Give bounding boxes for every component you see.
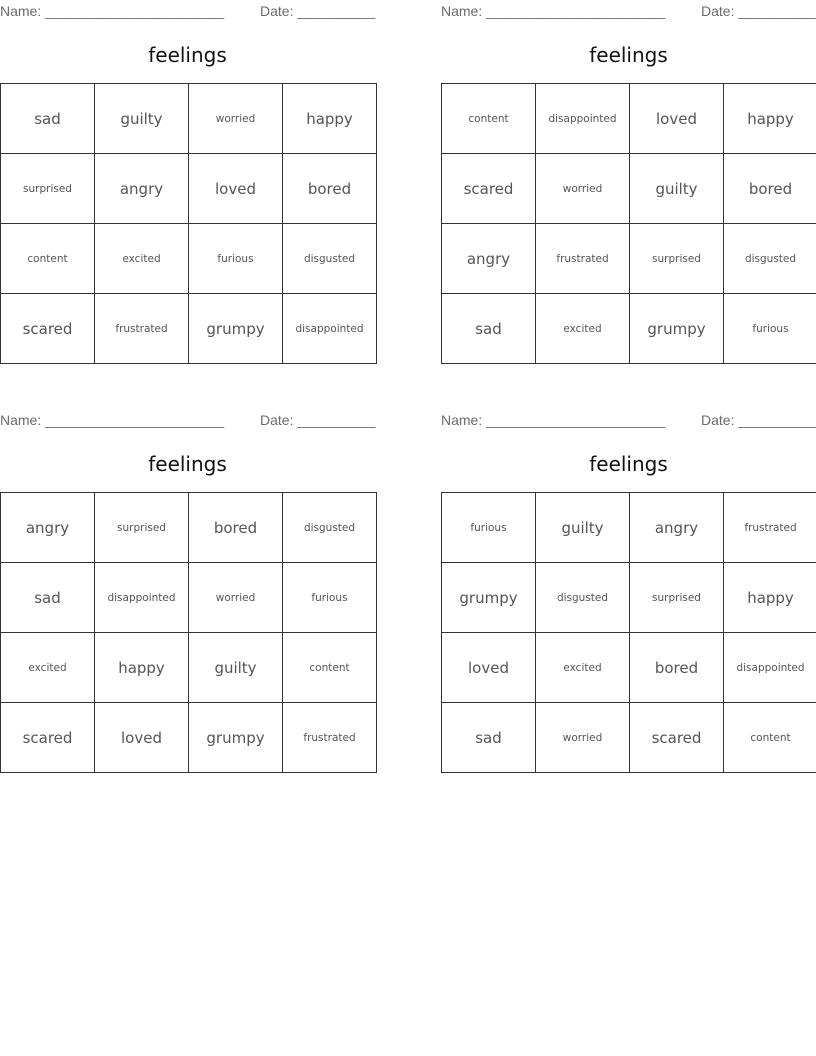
- grid-cell: bored: [630, 633, 724, 703]
- grid-cell: happy: [283, 84, 377, 154]
- grid-cell: disgusted: [724, 224, 816, 294]
- grid-cell: guilty: [536, 493, 630, 563]
- grid-cell: surprised: [630, 224, 724, 294]
- grid-cell: furious: [283, 563, 377, 633]
- grid-cell: grumpy: [442, 563, 536, 633]
- grid-cell: scared: [1, 703, 95, 773]
- bingo-grid: [0, 83, 377, 364]
- grid-row: [442, 563, 816, 633]
- grid-cell: angry: [442, 224, 536, 294]
- name-field-label: Name: _______________________: [0, 412, 225, 428]
- grid-cell: furious: [724, 294, 816, 364]
- bingo-grid: [441, 492, 816, 773]
- grid-row: [442, 493, 816, 563]
- grid-cell: frustrated: [536, 224, 630, 294]
- grid-row: [1, 633, 377, 703]
- grid-row: [1, 84, 377, 154]
- grid-cell: content: [283, 633, 377, 703]
- grid-cell: grumpy: [630, 294, 724, 364]
- bingo-grid: [441, 83, 816, 364]
- card-title: feelings: [589, 43, 668, 67]
- grid-cell: surprised: [95, 493, 189, 563]
- grid-cell: bored: [189, 493, 283, 563]
- grid-cell: angry: [630, 493, 724, 563]
- date-field-label: Date: __________: [701, 412, 816, 428]
- grid-cell: worried: [189, 84, 283, 154]
- grid-row: [442, 154, 816, 224]
- grid-cell: frustrated: [95, 294, 189, 364]
- grid-row: [442, 224, 816, 294]
- grid-cell: disgusted: [536, 563, 630, 633]
- name-field-label: Name: _______________________: [441, 3, 666, 19]
- grid-cell: happy: [95, 633, 189, 703]
- date-field-label: Date: __________: [260, 412, 376, 428]
- grid-cell: angry: [1, 493, 95, 563]
- grid-cell: disappointed: [724, 633, 816, 703]
- grid-cell: disappointed: [536, 84, 630, 154]
- grid-cell: loved: [442, 633, 536, 703]
- grid-cell: excited: [95, 224, 189, 294]
- grid-cell: bored: [283, 154, 377, 224]
- grid-cell: content: [442, 84, 536, 154]
- grid-cell: excited: [536, 633, 630, 703]
- grid-cell: worried: [536, 154, 630, 224]
- grid-cell: guilty: [95, 84, 189, 154]
- grid-cell: happy: [724, 84, 816, 154]
- grid-row: [442, 84, 816, 154]
- grid-cell: loved: [95, 703, 189, 773]
- bingo-card-2: [441, 0, 816, 372]
- grid-row: [442, 294, 816, 364]
- grid-row: [1, 154, 377, 224]
- grid-cell: bored: [724, 154, 816, 224]
- grid-cell: worried: [189, 563, 283, 633]
- name-field-label: Name: _______________________: [441, 412, 666, 428]
- grid-row: [1, 493, 377, 563]
- card-header: [0, 411, 375, 429]
- card-title: feelings: [148, 452, 227, 476]
- grid-cell: disappointed: [283, 294, 377, 364]
- grid-cell: furious: [189, 224, 283, 294]
- date-field-label: Date: __________: [701, 3, 816, 19]
- grid-cell: disappointed: [95, 563, 189, 633]
- grid-row: [442, 633, 816, 703]
- date-field-label: Date: __________: [260, 3, 376, 19]
- grid-cell: loved: [630, 84, 724, 154]
- grid-cell: worried: [536, 703, 630, 773]
- name-field-label: Name: _______________________: [0, 3, 225, 19]
- grid-cell: sad: [442, 294, 536, 364]
- grid-cell: surprised: [1, 154, 95, 224]
- grid-cell: sad: [442, 703, 536, 773]
- bingo-card-4: [441, 409, 816, 781]
- bingo-card-1: [0, 0, 375, 372]
- grid-cell: content: [1, 224, 95, 294]
- grid-cell: guilty: [630, 154, 724, 224]
- bingo-grid: [0, 492, 377, 773]
- card-header: [0, 2, 375, 20]
- card-header: [441, 411, 816, 429]
- grid-cell: content: [724, 703, 816, 773]
- grid-row: [442, 703, 816, 773]
- grid-row: [1, 703, 377, 773]
- bingo-card-3: [0, 409, 375, 781]
- grid-row: [1, 224, 377, 294]
- grid-cell: scared: [1, 294, 95, 364]
- grid-row: [1, 563, 377, 633]
- grid-cell: frustrated: [283, 703, 377, 773]
- card-title: feelings: [589, 452, 668, 476]
- grid-cell: excited: [536, 294, 630, 364]
- grid-cell: excited: [1, 633, 95, 703]
- grid-cell: grumpy: [189, 294, 283, 364]
- grid-cell: furious: [442, 493, 536, 563]
- grid-cell: sad: [1, 84, 95, 154]
- card-title: feelings: [148, 43, 227, 67]
- grid-cell: sad: [1, 563, 95, 633]
- card-header: [441, 2, 816, 20]
- grid-cell: happy: [724, 563, 816, 633]
- grid-cell: frustrated: [724, 493, 816, 563]
- grid-cell: disgusted: [283, 224, 377, 294]
- grid-cell: scared: [442, 154, 536, 224]
- grid-cell: grumpy: [189, 703, 283, 773]
- grid-cell: loved: [189, 154, 283, 224]
- grid-cell: surprised: [630, 563, 724, 633]
- grid-cell: disgusted: [283, 493, 377, 563]
- grid-cell: angry: [95, 154, 189, 224]
- grid-cell: scared: [630, 703, 724, 773]
- grid-row: [1, 294, 377, 364]
- grid-cell: guilty: [189, 633, 283, 703]
